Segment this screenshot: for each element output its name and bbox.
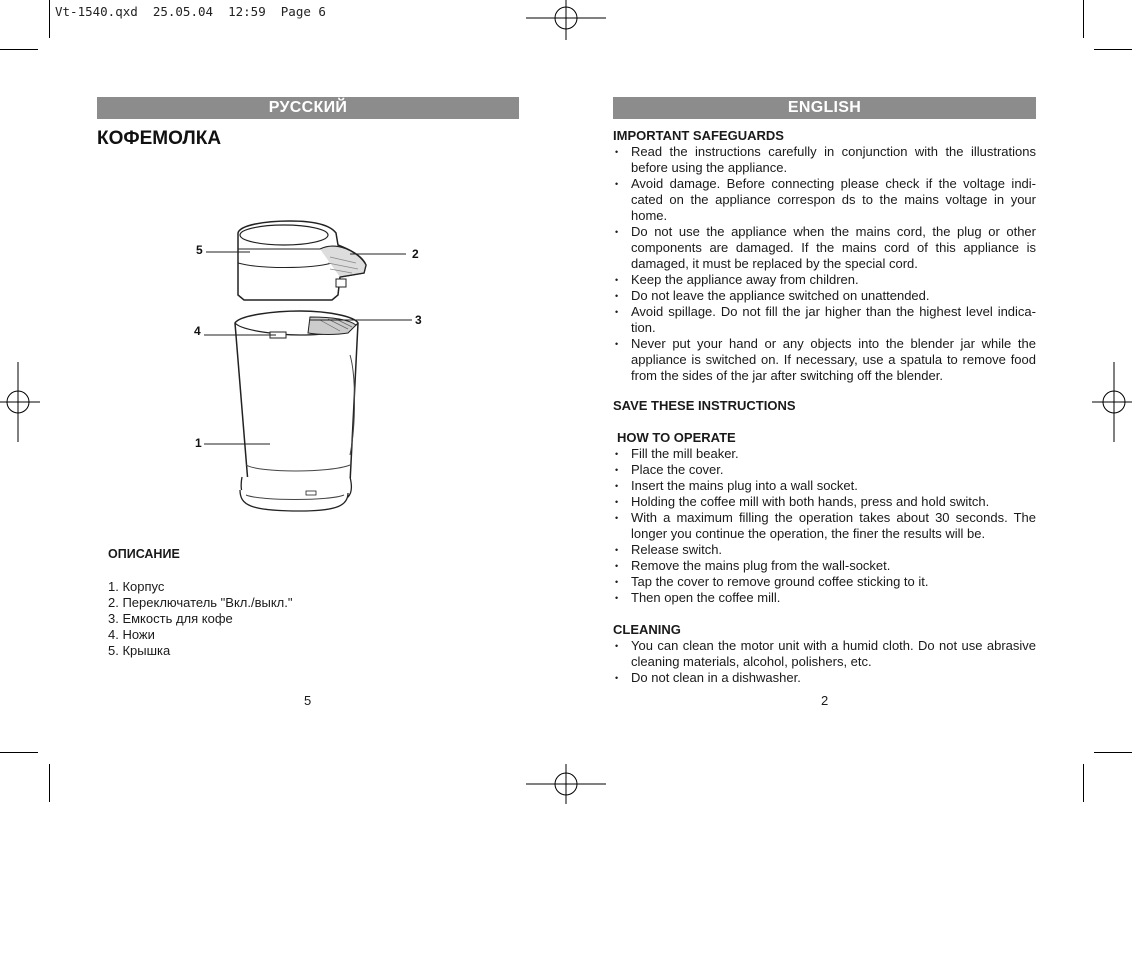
list-item: • Tap the cover to remove ground coffee sticking to it. <box>613 574 1036 590</box>
crop-mark <box>49 0 50 38</box>
list-item: • Never put your hand or any objects into the blender jar while the appliance is switched on. If necessary, use a spatula to remove food from the sides of the jar after switching off the blender. <box>613 336 1036 384</box>
cleaning-list <box>613 638 1036 686</box>
registration-mark-top <box>526 0 606 40</box>
list-item: • Holding the coffee mill with both hands, press and hold switch. <box>613 494 1036 510</box>
page-title: КОФЕМОЛКА <box>97 128 222 149</box>
list-item: • Fill the mill beaker. <box>613 446 1036 462</box>
list-item: • Read the instructions carefully in conjunction with the illustrations before using the appliance. <box>613 144 1036 176</box>
list-item: • Release switch. <box>613 542 1036 558</box>
callout-4: 4 <box>194 324 201 338</box>
file-slug: Vt-1540.qxd 25.05.04 12:59 Page 6 <box>55 4 326 19</box>
callout-5: 5 <box>196 243 203 257</box>
coffee-grinder-illustration <box>180 205 440 525</box>
list-item: • Do not use the appliance when the mains cord, the plug or other components are damaged. If the mains cord of this appliance is damaged, it must be replaced by the special cord. <box>613 224 1036 272</box>
english-section-header: ENGLISH <box>613 97 1036 119</box>
list-item: 4. Ножи <box>108 627 155 642</box>
safeguards-list <box>613 144 1036 384</box>
safeguards-heading: IMPORTANT SAFEGUARDS <box>613 128 784 143</box>
list-item: • Then open the coffee mill. <box>613 590 1036 606</box>
list-item: • Place the cover. <box>613 462 1036 478</box>
description-heading: ОПИСАНИЕ <box>108 547 180 561</box>
list-item: • Avoid spillage. Do not fill the jar higher than the highest level indica-tion. <box>613 304 1036 336</box>
crop-mark <box>0 752 38 753</box>
list-item: 2. Переключатель "Вкл./выкл." <box>108 595 293 610</box>
list-item: • Remove the mains plug from the wall-socket. <box>613 558 1036 574</box>
list-item: • Insert the mains plug into a wall socket. <box>613 478 1036 494</box>
crop-mark <box>49 764 50 802</box>
list-item: 5. Крышка <box>108 643 171 658</box>
russian-section-header: РУССКИЙ <box>97 97 519 119</box>
registration-mark-left <box>0 362 40 442</box>
how-to-operate-heading: HOW TO OPERATE <box>617 430 736 445</box>
crop-mark <box>0 49 38 50</box>
callout-3: 3 <box>415 313 422 327</box>
cleaning-heading: CLEANING <box>613 622 681 637</box>
callout-1: 1 <box>195 436 202 450</box>
list-item: • Do not leave the appliance switched on unattended. <box>613 288 1036 304</box>
english-instructions <box>613 128 1036 686</box>
registration-mark-right <box>1092 362 1132 442</box>
crop-mark <box>1083 764 1084 802</box>
list-item: 3. Емкость для кофе <box>108 611 233 626</box>
crop-mark <box>1094 49 1132 50</box>
operate-list <box>613 446 1036 606</box>
callout-2: 2 <box>412 247 419 261</box>
list-item: • Avoid damage. Before connecting please check if the voltage indi-cated on the appliance correspon ds to the mains voltage in your home. <box>613 176 1036 224</box>
crop-mark <box>1083 0 1084 38</box>
list-item: • With a maximum filling the operation takes about 30 seconds. The longer you continue the operation, the finer the results will be. <box>613 510 1036 542</box>
crop-mark <box>1094 752 1132 753</box>
registration-mark-bottom <box>526 764 606 804</box>
list-item: • You can clean the motor unit with a humid cloth. Do not use abrasive cleaning materials, alcohol, polishers, etc. <box>613 638 1036 670</box>
list-item: • Do not clean in a dishwasher. <box>613 670 1036 686</box>
list-item: • Keep the appliance away from children. <box>613 272 1036 288</box>
page-number-left: 5 <box>304 693 312 708</box>
parts-list <box>108 579 293 659</box>
page-number-right: 2 <box>821 693 829 708</box>
save-instructions-heading: SAVE THESE INSTRUCTIONS <box>613 398 796 413</box>
list-item: 1. Корпус <box>108 579 165 594</box>
